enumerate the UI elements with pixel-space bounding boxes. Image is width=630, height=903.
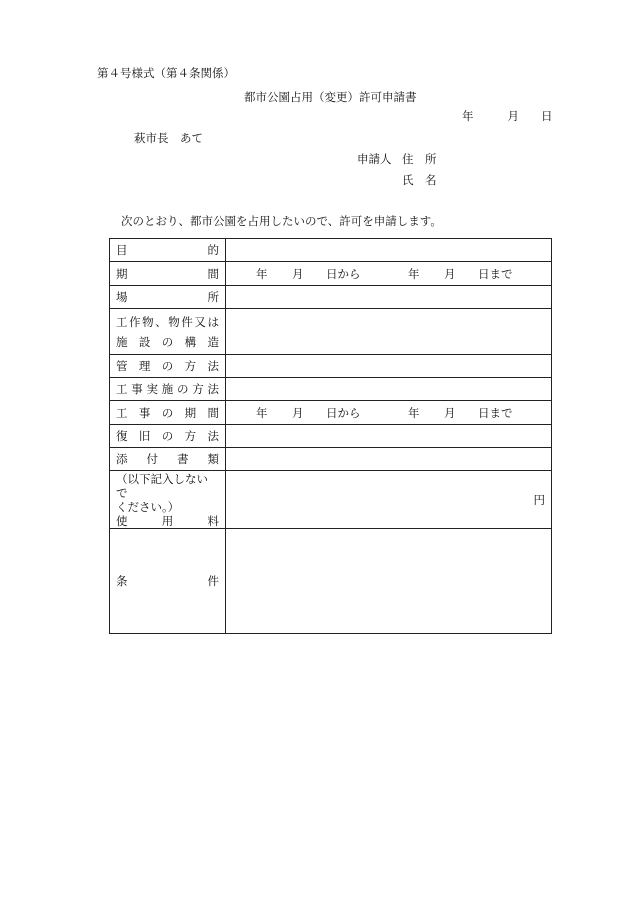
label-char: 管 — [116, 359, 128, 373]
label-construction-method — [116, 381, 219, 397]
applicant-label: 申請人 — [357, 152, 392, 166]
label-structure-line1 — [116, 314, 219, 330]
label-char: 法 — [207, 429, 219, 443]
label-char: 施 — [161, 382, 174, 396]
restoration-field[interactable] — [226, 425, 552, 448]
row-fee — [110, 471, 552, 529]
cperiod-year: 年 — [256, 405, 268, 420]
label-char: 方 — [184, 429, 197, 443]
form-number: 第４号様式（第４条関係） — [97, 66, 235, 80]
row-restoration — [110, 425, 552, 448]
period-field[interactable] — [226, 262, 552, 286]
construction-method-field[interactable] — [226, 378, 552, 401]
label-char: 造 — [207, 334, 219, 349]
label-char: 、 — [155, 314, 167, 329]
fee-note-line2: ください。） — [116, 499, 180, 514]
row-conditions — [110, 529, 552, 634]
label-attachments — [116, 451, 219, 467]
period-year2: 年 — [408, 266, 420, 281]
label-purpose — [116, 242, 219, 258]
row-management — [110, 355, 552, 378]
label-char: の — [161, 405, 174, 420]
period-year: 年 — [256, 266, 268, 281]
label-char: 法 — [207, 359, 219, 373]
cperiod-month2: 月 — [444, 405, 456, 420]
row-construction-period — [110, 401, 552, 425]
label-char: 件 — [181, 314, 193, 329]
label-char: 所 — [207, 290, 219, 304]
label-fee — [116, 514, 219, 528]
label-char: 事 — [138, 405, 151, 420]
label-char: 類 — [207, 452, 219, 466]
label-char: 理 — [138, 359, 151, 373]
label-char: 条 — [116, 574, 128, 588]
label-char: 物 — [168, 314, 180, 329]
label-conditions — [116, 573, 219, 589]
label-char: 実 — [146, 382, 158, 396]
label-char: 用 — [161, 513, 174, 528]
structure-field[interactable] — [226, 309, 552, 355]
label-place — [116, 289, 219, 305]
cperiod-from: 日から — [326, 405, 361, 420]
label-char: 設 — [138, 334, 151, 349]
cperiod-year2: 年 — [408, 405, 420, 420]
label-char: 工 — [116, 314, 128, 329]
label-char: の — [161, 359, 174, 373]
yen-unit: 円 — [533, 492, 545, 507]
label-char: 書 — [177, 452, 189, 466]
label-char: 期 — [184, 405, 197, 420]
label-char: 添 — [116, 452, 128, 466]
label-char: 場 — [116, 290, 128, 304]
label-char: 事 — [131, 382, 143, 396]
label-char: 件 — [207, 574, 219, 588]
label-char: 工 — [116, 382, 128, 396]
row-construction-method — [110, 378, 552, 401]
date-year-label: 年 — [462, 109, 474, 123]
management-field[interactable] — [226, 355, 552, 378]
label-char: の — [161, 429, 174, 443]
label-char: 目 — [116, 243, 128, 257]
applicant-address-label: 住 所 — [402, 152, 437, 166]
attachments-field[interactable] — [226, 448, 552, 471]
label-restoration — [116, 428, 219, 444]
label-char: の — [161, 334, 174, 349]
period-month: 月 — [292, 266, 304, 281]
label-char: 間 — [207, 266, 219, 281]
label-char: 構 — [184, 334, 197, 349]
row-period — [110, 262, 552, 286]
conditions-field[interactable] — [226, 529, 552, 634]
label-char: 物 — [142, 314, 154, 329]
row-attachments — [110, 448, 552, 471]
label-construction-period — [116, 405, 219, 421]
period-to: 日まで — [478, 266, 513, 281]
applicant-name-label: 氏 名 — [402, 173, 437, 187]
row-purpose — [110, 239, 552, 262]
row-place — [110, 286, 552, 309]
intro-text: 次のとおり、都市公園を占用したいので、許可を申請します。 — [121, 214, 442, 228]
label-char: 期 — [116, 266, 128, 281]
label-structure-line2 — [116, 334, 219, 350]
label-char: 料 — [207, 513, 219, 528]
label-char: 施 — [116, 334, 128, 349]
row-structure — [110, 309, 552, 355]
label-char: 付 — [146, 452, 158, 466]
label-char: 旧 — [138, 429, 151, 443]
form-title: 都市公園占用（変更）許可申請書 — [244, 90, 417, 104]
place-field[interactable] — [226, 286, 552, 309]
addressee: 萩市長 あて — [134, 131, 203, 145]
date-month-label: 月 — [507, 109, 519, 123]
label-period — [116, 266, 219, 282]
label-char: 使 — [116, 513, 128, 528]
cperiod-to: 日まで — [478, 405, 513, 420]
label-char: 又 — [194, 314, 206, 329]
label-char: 復 — [116, 429, 128, 443]
label-char: 的 — [207, 243, 219, 257]
construction-period-field[interactable] — [226, 401, 552, 425]
label-char: 方 — [184, 359, 197, 373]
period-month2: 月 — [444, 266, 456, 281]
label-char: 工 — [116, 405, 128, 420]
fee-note-line1: （以下記入しないで — [116, 471, 208, 500]
application-table — [109, 238, 552, 634]
purpose-field[interactable] — [226, 239, 552, 262]
date-day-label: 日 — [541, 109, 553, 123]
label-char: は — [207, 314, 219, 329]
label-char: 間 — [207, 405, 219, 420]
fee-field[interactable] — [226, 471, 552, 529]
label-char: 法 — [207, 382, 219, 396]
period-from: 日から — [326, 266, 361, 281]
label-char: の — [177, 382, 189, 396]
cperiod-month: 月 — [292, 405, 304, 420]
label-char: 方 — [192, 382, 204, 396]
label-char: 作 — [129, 314, 141, 329]
date-line — [462, 108, 553, 124]
label-management — [116, 358, 219, 374]
